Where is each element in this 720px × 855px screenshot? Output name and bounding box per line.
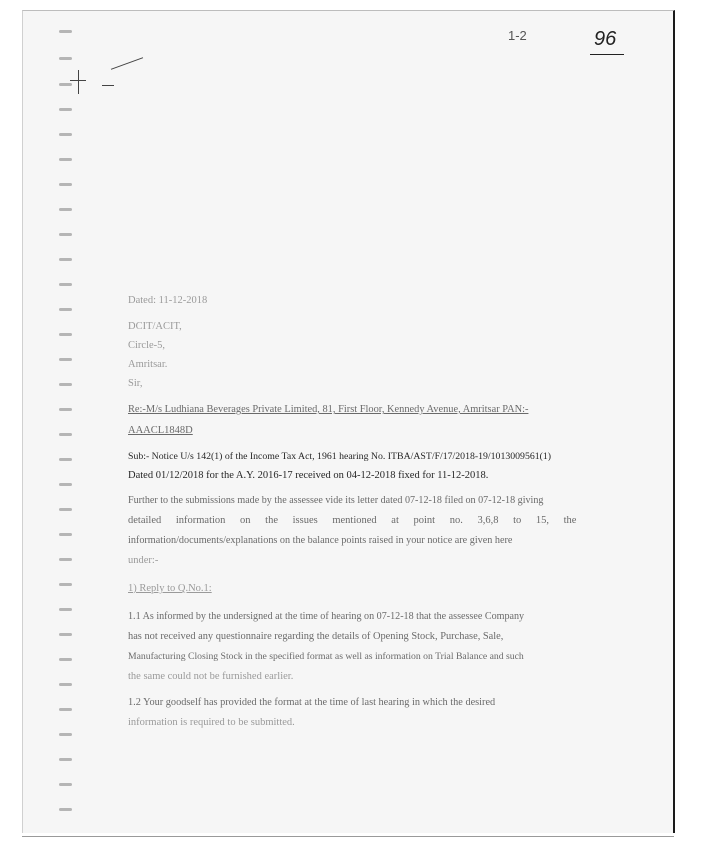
subject-line: Re:-M/s Ludhiana Beverages Private Limited, 81, First Floor, Kennedy Avenue, Amritsar PAN:- — [128, 404, 529, 415]
paragraph-line: information is required to be submitted. — [128, 717, 295, 728]
document-sheet — [22, 10, 675, 833]
page-number-underline — [590, 54, 624, 55]
paragraph-line: Further to the submissions made by the assessee vide its letter dated 07-12-18 filed on 07-12-18 giving — [128, 495, 544, 506]
plus-mark-bar — [70, 80, 86, 81]
plus-mark — [78, 70, 79, 94]
addressee-line: Circle-5, — [128, 340, 166, 351]
letter-date: Dated: 11-12-2018 — [128, 295, 208, 306]
paragraph-line: 1.2 Your goodself has provided the format at the time of last hearing in which the desired — [128, 697, 496, 708]
addressee-line: DCIT/ACIT, — [128, 321, 182, 332]
paragraph-line: information/documents/explanations on the balance points raised in your notice are given here — [128, 535, 513, 546]
addressee-line: Amritsar. — [128, 359, 168, 370]
paragraph-line: detailed information on the issues mentioned at point no. 3,6,8 to 15, the — [128, 515, 577, 526]
paragraph-line: under:- — [128, 555, 159, 566]
paragraph-line: the same could not be furnished earlier. — [128, 671, 294, 682]
reply-heading: 1) Reply to Q.No.1: — [128, 583, 212, 594]
folio-mark: 1-2 — [508, 28, 527, 43]
notice-line: Sub:- Notice U/s 142(1) of the Income Tax Act, 1961 hearing No. ITBA/AST/F/17/2018-19/1013009561(1) — [128, 451, 552, 462]
subject-pan: AAACL1848D — [128, 425, 193, 436]
sheet-edge — [22, 830, 674, 837]
paragraph-line: Manufacturing Closing Stock in the specified format as well as information on Trial Balance and such — [128, 651, 524, 662]
paragraph-line: has not received any questionnaire regarding the details of Opening Stock, Purchase, Sale, — [128, 631, 504, 642]
dash-mark — [102, 85, 114, 86]
salutation: Sir, — [128, 378, 143, 389]
notice-line: Dated 01/12/2018 for the A.Y. 2016-17 received on 04-12-2018 fixed for 11-12-2018. — [128, 470, 489, 481]
paragraph-line: 1.1 As informed by the undersigned at the time of hearing on 07-12-18 that the assessee Company — [128, 611, 525, 622]
page-number: 96 — [594, 28, 617, 50]
